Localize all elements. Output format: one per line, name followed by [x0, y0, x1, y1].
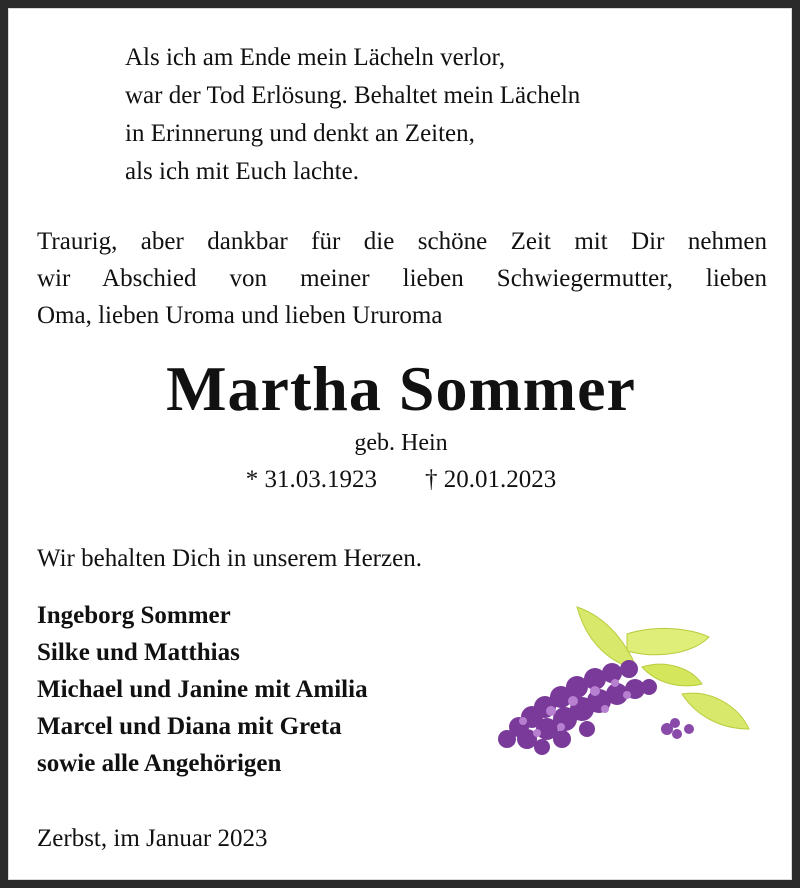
place-and-date: Zerbst, im Januar 2023 — [37, 825, 268, 852]
poem-line: in Erinnerung und denkt an Zeiten, — [125, 120, 475, 147]
intro-line: wir Abschied von meiner lieben Schwiegermutter, lieben — [37, 265, 767, 292]
life-dates — [9, 464, 793, 496]
lilac-flower-icon — [477, 589, 757, 769]
closing-line: Wir behalten Dich in unserem Herzen. — [37, 545, 422, 572]
mourners-list — [37, 597, 368, 782]
mourner-item: Marcel und Diana mit Greta — [37, 713, 342, 740]
mourner-item: Michael und Janine mit Amilia — [37, 676, 368, 703]
obituary-notice — [8, 8, 792, 880]
intro-line: Oma, lieben Uroma und lieben Ururoma — [37, 302, 443, 329]
death-date: † 20.01.2023 — [425, 466, 557, 493]
deceased-name: Martha Sommer — [166, 353, 636, 424]
intro-line: Traurig, aber dankbar für die schöne Zeit mit Dir nehmen — [37, 228, 767, 255]
mourner-item: Ingeborg Sommer — [37, 602, 231, 629]
poem-line: Als ich am Ende mein Lächeln verlor, — [125, 44, 506, 71]
poem-line: als ich mit Euch lachte. — [125, 158, 359, 185]
memorial-poem — [125, 39, 745, 191]
mourner-item: Silke und Matthias — [37, 639, 240, 666]
poem-line: war der Tod Erlösung. Behaltet mein Lächeln — [125, 82, 581, 109]
intro-text — [37, 223, 767, 334]
maiden-name: geb. Hein — [354, 430, 448, 456]
mourner-item: sowie alle Angehörigen — [37, 750, 282, 777]
birth-date: * 31.03.1923 — [245, 466, 377, 493]
